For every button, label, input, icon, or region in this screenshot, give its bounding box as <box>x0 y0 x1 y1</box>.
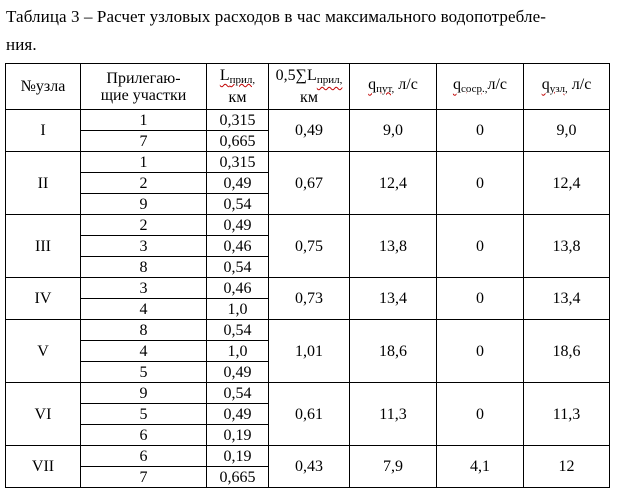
section-cell: 5 <box>81 404 207 425</box>
length-cell: 0,46 <box>207 278 269 299</box>
q-pute-cell: 18,6 <box>350 320 437 383</box>
section-cell: 9 <box>81 383 207 404</box>
section-cell: 2 <box>81 215 207 236</box>
length-cell: 0,54 <box>207 320 269 341</box>
node-id-cell: I <box>6 110 81 152</box>
section-cell: 2 <box>81 173 207 194</box>
table-row <box>6 383 610 404</box>
section-cell: 6 <box>81 446 207 467</box>
table-row <box>6 278 610 299</box>
table-body <box>6 110 610 488</box>
length-cell: 0,315 <box>207 110 269 131</box>
length-cell: 0,665 <box>207 467 269 488</box>
q-pute-cell: 9,0 <box>350 110 437 152</box>
section-cell: 8 <box>81 320 207 341</box>
header-q-pute: $q_{пут,}$ л/с <box>350 64 437 110</box>
half-sum-cell: 0,43 <box>269 446 350 488</box>
node-id-cell: III <box>6 215 81 278</box>
node-id-cell: VII <box>6 446 81 488</box>
half-sum-cell: 0,49 <box>269 110 350 152</box>
q-pute-cell: 12,4 <box>350 152 437 215</box>
node-id-cell: VI <box>6 383 81 446</box>
q-sosr-cell: 0 <box>437 278 524 320</box>
section-cell: 4 <box>81 299 207 320</box>
table-caption <box>6 3 618 59</box>
q-pute-cell: 11,3 <box>350 383 437 446</box>
section-cell: 4 <box>81 341 207 362</box>
q-uzl-cell: 12 <box>524 446 610 488</box>
length-cell: 0,49 <box>207 215 269 236</box>
node-flow-table <box>5 63 610 488</box>
node-id-cell: V <box>6 320 81 383</box>
section-cell: 1 <box>81 152 207 173</box>
caption-line-1: Таблица 3 – Расчет узловых расходов в час максимального водопотребле- <box>6 7 546 26</box>
section-cell: 7 <box>81 467 207 488</box>
length-cell: 0,315 <box>207 152 269 173</box>
q-sosr-cell: 0 <box>437 320 524 383</box>
table-row <box>6 215 610 236</box>
table-row <box>6 152 610 173</box>
q-pute-cell: 13,4 <box>350 278 437 320</box>
section-cell: 9 <box>81 194 207 215</box>
section-cell: 1 <box>81 110 207 131</box>
section-cell: 8 <box>81 257 207 278</box>
length-cell: 0,54 <box>207 383 269 404</box>
length-cell: 0,46 <box>207 236 269 257</box>
q-uzl-cell: 12,4 <box>524 152 610 215</box>
length-cell: 1,0 <box>207 341 269 362</box>
q-sosr-cell: 0 <box>437 215 524 278</box>
header-adjacent-sections: Прилегаю- щие участки <box>81 64 207 110</box>
length-cell: 0,49 <box>207 173 269 194</box>
q-sosr-cell: 0 <box>437 383 524 446</box>
length-cell: 0,665 <box>207 131 269 152</box>
section-cell: 5 <box>81 362 207 383</box>
header-node: №узла <box>6 64 81 110</box>
header-length: $L_{прил,}$ км <box>207 64 269 110</box>
half-sum-cell: 0,73 <box>269 278 350 320</box>
q-sosr-cell: 4,1 <box>437 446 524 488</box>
q-pute-cell: 7,9 <box>350 446 437 488</box>
half-sum-cell: 1,01 <box>269 320 350 383</box>
q-uzl-cell: 9,0 <box>524 110 610 152</box>
header-q-sosr: $q_{соср.,}л/с$ <box>437 64 524 110</box>
length-cell: 0,54 <box>207 257 269 278</box>
q-uzl-cell: 13,8 <box>524 215 610 278</box>
half-sum-cell: 0,61 <box>269 383 350 446</box>
half-sum-cell: 0,75 <box>269 215 350 278</box>
length-cell: 0,19 <box>207 425 269 446</box>
section-cell: 3 <box>81 236 207 257</box>
length-cell: 0,49 <box>207 362 269 383</box>
length-cell: 0,49 <box>207 404 269 425</box>
table-row <box>6 110 610 131</box>
table-row <box>6 446 610 467</box>
q-uzl-cell: 18,6 <box>524 320 610 383</box>
node-id-cell: IV <box>6 278 81 320</box>
section-cell: 6 <box>81 425 207 446</box>
node-id-cell: II <box>6 152 81 215</box>
section-cell: 7 <box>81 131 207 152</box>
table-row <box>6 320 610 341</box>
q-sosr-cell: 0 <box>437 110 524 152</box>
header-half-sum: $0,5\sum L_{прил,}$ км <box>269 64 350 110</box>
q-pute-cell: 13,8 <box>350 215 437 278</box>
q-sosr-cell: 0 <box>437 152 524 215</box>
section-cell: 3 <box>81 278 207 299</box>
length-cell: 0,19 <box>207 446 269 467</box>
length-cell: 1,0 <box>207 299 269 320</box>
header-row <box>6 64 610 110</box>
caption-line-2: ния. <box>6 35 37 54</box>
half-sum-cell: 0,67 <box>269 152 350 215</box>
length-cell: 0,54 <box>207 194 269 215</box>
q-uzl-cell: 13,4 <box>524 278 610 320</box>
header-q-uzl: $q_{узл,}$ л/с <box>524 64 610 110</box>
q-uzl-cell: 11,3 <box>524 383 610 446</box>
